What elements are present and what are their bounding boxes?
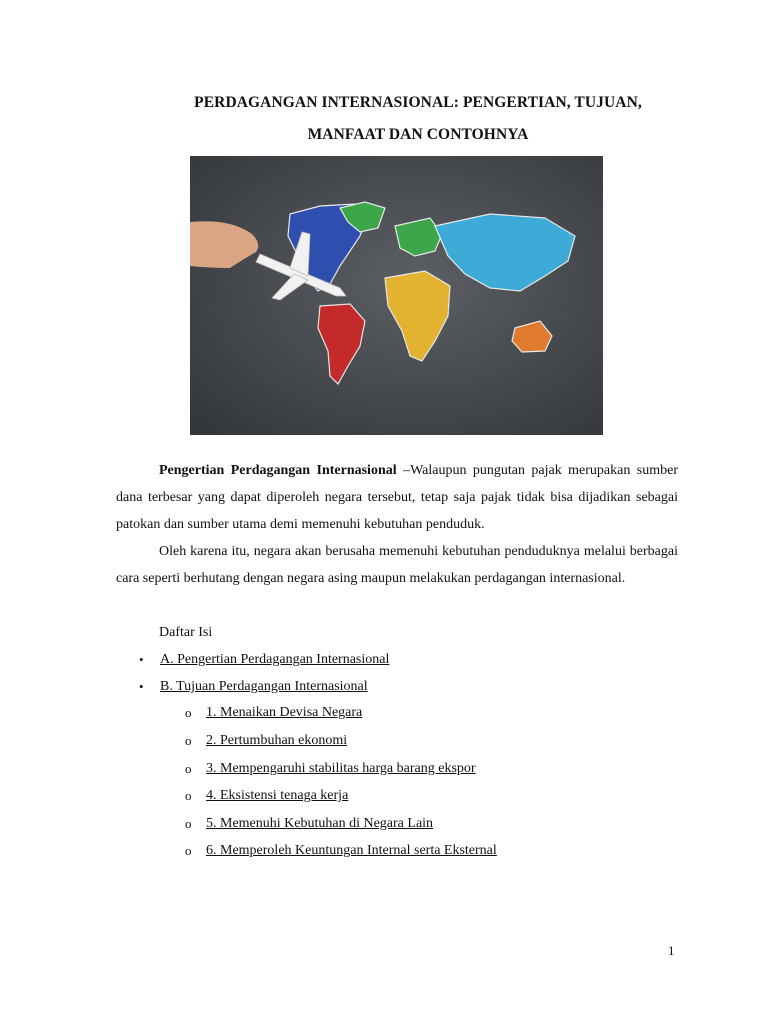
toc-item-a[interactable] [160,650,389,670]
toc-bullet: • [139,652,144,667]
toc-sub-bullet: o [185,733,192,748]
paragraph-reason: Oleh karena itu, negara akan berusaha memenuhi kebutuhan penduduknya melalui berbagai cara seperti berhutang dengan negara asing maupun melakukan perdagangan internasional. [116,544,678,586]
document-title-line-1: PERDAGANGAN INTERNASIONAL: PENGERTIAN, TUJUAN, [194,94,642,111]
toc-link-a[interactable]: A. Pengertian Perdagangan Internasional [160,652,390,667]
toc-link-b[interactable]: B. Tujuan Perdagangan Internasional [160,679,368,694]
toc-sub-bullet: o [185,843,192,858]
document-title-line-2: MANFAAT DAN CONTOHNYA [307,126,529,143]
toc-link-b3[interactable]: 3. Mempengaruhi stabilitas harga barang ekspor [206,761,476,776]
toc-heading: Daftar Isi [159,625,213,640]
paragraph-definition-text: –Walaupun pungutan pajak merupakan sumber dana terbesar yang dapat diperoleh negara tersebut, tetap saja pajak tidak bisa dijadikan sebagai patokan dan sumber utama demi memenuhi kebutuhan penduduk. [116,463,678,532]
toc-item-b3[interactable] [206,759,476,779]
page-number: 1 [668,943,675,958]
toc-link-b6[interactable]: 6. Memperoleh Keuntungan Internal serta Eksternal [206,843,497,858]
toc-link-b4[interactable]: 4. Eksistensi tenaga kerja [206,788,349,803]
toc-sub-bullet: o [185,788,192,803]
toc-bullet: • [139,679,144,694]
toc-item-b5[interactable] [206,814,433,834]
toc-item-b6[interactable] [206,841,497,861]
toc-sub-bullet: o [185,705,192,720]
paragraph-definition-term: Pengertian Perdagangan Internasional [159,463,397,478]
toc-sub-bullet: o [185,816,192,831]
toc-link-b1[interactable]: 1. Menaikan Devisa Negara [206,705,363,720]
toc-item-b2[interactable] [206,731,347,751]
toc-link-b2[interactable]: 2. Pertumbuhan ekonomi [206,733,348,748]
toc-item-b[interactable] [160,677,368,697]
toc-item-b4[interactable] [206,786,348,806]
paragraph-definition [116,457,678,538]
toc-sub-bullet: o [185,761,192,776]
toc-link-b5[interactable]: 5. Memenuhi Kebutuhan di Negara Lain [206,816,434,831]
world-map-photo [190,156,603,435]
toc-item-b1[interactable] [206,703,362,723]
